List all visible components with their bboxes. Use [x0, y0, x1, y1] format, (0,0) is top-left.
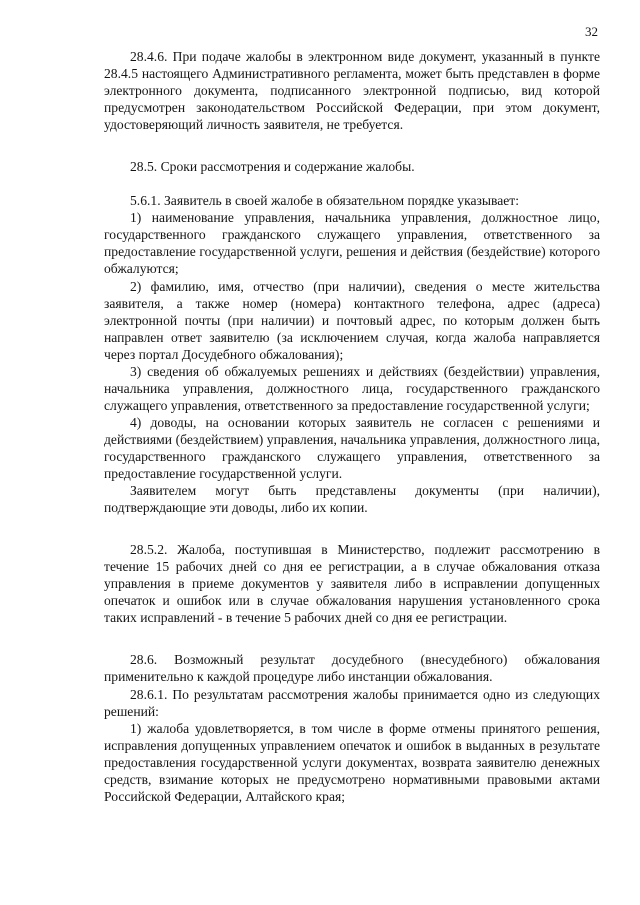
paragraph-spacer [104, 516, 600, 541]
paragraph-28-4-6: 28.4.6. При подаче жалобы в электронном виде документ, указанный в пункте 28.4.5 настоящего Административного регламента, может быть представлен в форме электронного документа, подписанного электронной подписью, вид которой предусмотрен законодательством Российской Федерации, при этом документ, удостоверяющий личность заявителя, не требуется. [104, 49, 600, 133]
list-item-4: 4) доводы, на основании которых заявитель не согласен с решениями и действиями (бездействием) управления, начальника управления, должностного лица, государственного гражданского служащего управления, ответственного за предоставление государственной услуги. [104, 414, 600, 482]
paragraph-documents: Заявителем могут быть представлены документы (при наличии), подтверждающие эти доводы, либо их копии. [104, 483, 600, 516]
section-heading-28-6: 28.6. Возможный результат досудебного (внесудебного) обжалования применительно к каждой процедуре либо инстанции обжалования. [104, 652, 600, 685]
list-item-2: 2) фамилию, имя, отчество (при наличии), сведения о месте жительства заявителя, а также номер (номера) контактного телефона, адрес (адреса) электронной почты (при наличии) и почтовый адрес, по которым должен быть направлен ответ заявителю (за исключением случая, когда жалоба направляется через портал Досудебного обжалования); [104, 278, 600, 362]
paragraph-spacer [104, 175, 600, 192]
list-item-3: 3) сведения об обжалуемых решениях и действиях (бездействии) управления, начальника управления, должностного лица, государственного гражданского служащего управления, ответственного за предоставление государственной услуги; [104, 363, 600, 413]
paragraph-5-6-1: 5.6.1. Заявитель в своей жалобе в обязательном порядке указывает: [130, 193, 520, 209]
paragraph-28-5-2: 28.5.2. Жалоба, поступившая в Министерство, подлежит рассмотрению в течение 15 рабочих дней со дня ее регистрации, а в случае обжалования отказа управления в приеме документов у заявителя либо в исправлении допущенных опечаток и ошибок или в случае обжалования нарушения установленного срока таких исправлений - в течение 5 рабочих дней со дня ее регистрации. [104, 542, 600, 626]
document-body [104, 48, 600, 805]
paragraph-spacer [104, 133, 600, 158]
section-heading-28-5: 28.5. Сроки рассмотрения и содержание жалобы. [130, 159, 415, 175]
paragraph-28-6-1: 28.6.1. По результатам рассмотрения жалобы принимается одно из следующих решений: [104, 686, 600, 719]
decision-item-1: 1) жалоба удовлетворяется, в том числе в форме отмены принятого решения, исправления допущенных управлением опечаток и ошибок в выданных в результате предоставления государственной услуги документах, возврата заявителю денежных средств, взимание которых не предусмотрено нормативными правовыми актами Российской Федерации, Алтайского края; [104, 720, 600, 804]
page-number: 32 [585, 24, 598, 39]
paragraph-spacer [104, 626, 600, 651]
list-item-1: 1) наименование управления, начальника управления, должностное лицо, государственного гражданского служащего управления, ответственного за предоставление государственной услуги, решения и действия (бездействие) которого обжалуются; [104, 210, 600, 277]
